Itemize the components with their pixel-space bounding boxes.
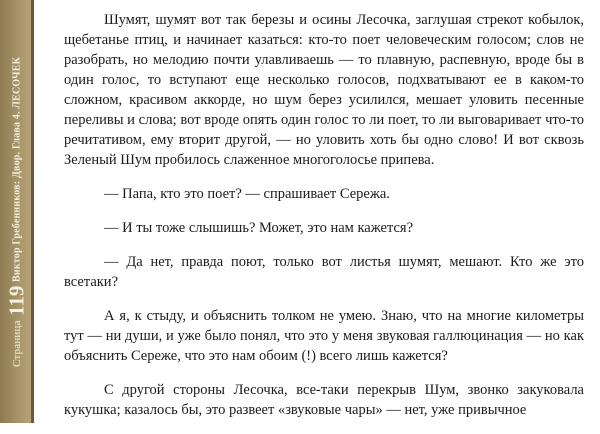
paragraph: А я, к стыду, и объяснить толком не умею. Знаю, что на многие километры тут — ни души, и уже было понял, что это у меня звуковая галлюцинация — но как объяснить Сереже, что это нам обоим (!) всего лишь кажется? [64,308,584,364]
paragraph: С другой стороны Лесочка, все-таки перекрыв Шум, звонко закуковала кукушка; казалось бы, это развеет «звуковые чары» — нет, уже привычное [64,382,584,418]
paragraph: — Папа, кто это поет? — спрашивает Сережа. [104,186,390,202]
side-strip [0,0,34,423]
running-head: Виктор Гребенников: Двор. Глава 4. ЛЕСОЧЕК [11,56,23,283]
paragraph: — И ты тоже слышишь? Может, это нам кажется? [104,220,414,236]
paragraph: — Да нет, правда поют, только вот листья шумят, мешают. Кто же это всетаки? [64,254,584,290]
paragraph: Шумят, шумят вот так березы и осины Лесочка, заглушая стрекот кобылок, щебетанье птиц, и начинает казаться: кто-то поет человеческим голосом; слов не разобрать, но мелодию почти улавливаешь — то плавную, распевную, вроде бы в один голос, то вступают еще несколько голосов, подхватывают ее в каком-то сложном, красивом аккорде, но шум берез усилился, мешает уловить песенные переливы и слова; вот вроде опять один голос то ли поет, то ли выговаривает что-то речитативом, ему вторит другой, — но уловить хоть бы одно слово! И вот сквозь Зеленый Шум пробилось слаженное многоголосье припева. [64,12,584,168]
page-label: Страница [11,320,23,368]
side-strip-edge [31,0,34,423]
page-number: 119 [4,286,29,317]
page-body [64,10,584,434]
side-caption [4,12,30,412]
